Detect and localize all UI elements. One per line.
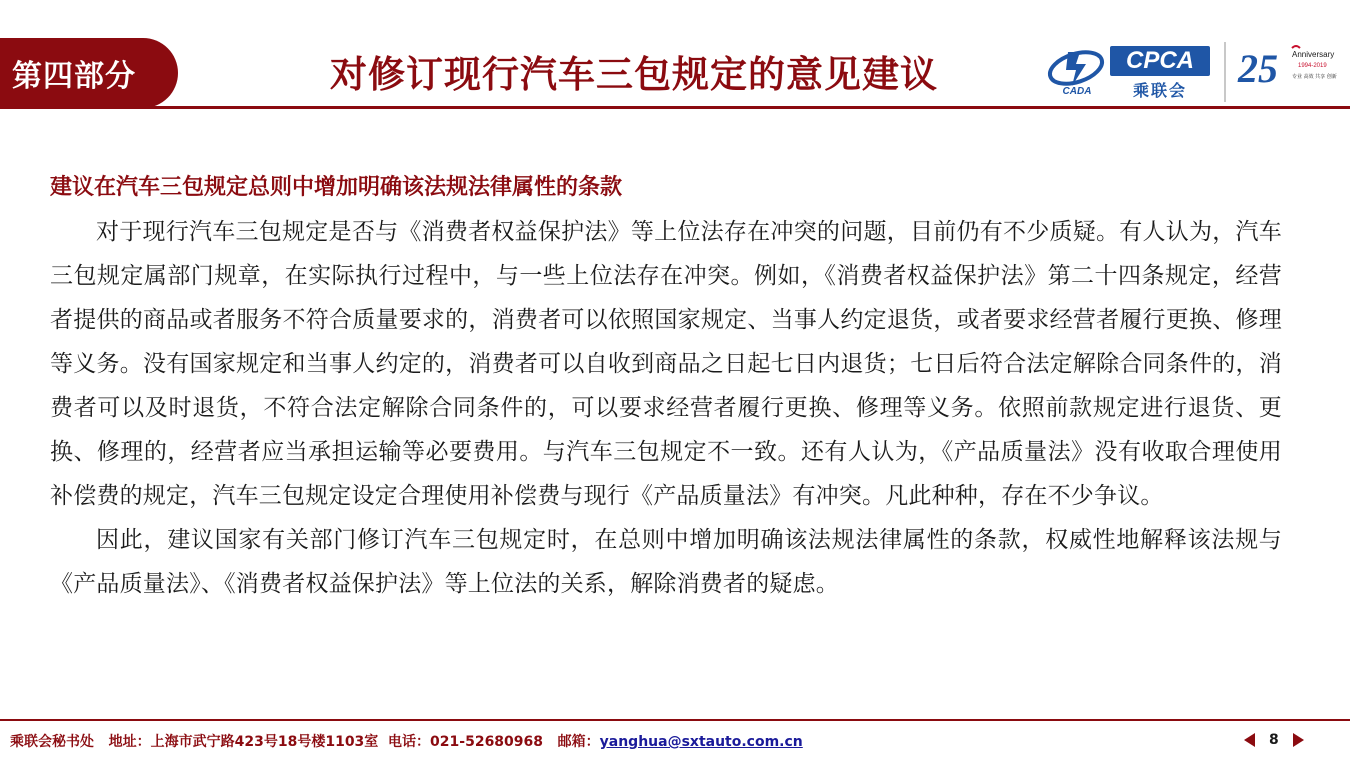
footer-address: 上海市武宁路423号18号楼1103室 [150,734,379,750]
footer-info [10,731,803,751]
cada-logo [1046,44,1108,96]
cpca-logo [1110,46,1210,100]
pager [1244,729,1304,751]
cpca-logo-subtext: 乘联会 [1132,81,1187,100]
footer-address-label: 地址： [108,734,151,750]
body-paragraph-2: 因此，建议国家有关部门修订汽车三包规定时，在总则中增加明确该法规法律属性的条款，权威性地解释该法规与《产品质量法》、《消费者权益保护法》等上位法的关系，解除消费者的疑虑。 [50,527,1282,597]
page-number: 8 [1269,732,1279,748]
section-tab [0,38,178,108]
cpca-logo-text: CPCA [1110,46,1210,76]
footer-email-link[interactable]: yanghua@sxtauto.com.cn [599,734,803,750]
slide-content [50,172,1282,606]
cada-logo-text: CADA [1062,86,1092,96]
previous-page-icon[interactable] [1244,733,1255,747]
header-divider [0,106,1350,109]
section-label: 第四部分 [12,59,136,94]
content-heading: 建议在汽车三包规定总则中增加明确该法规法律属性的条款 [50,175,623,200]
footer-phone: 021-52680968 [430,734,544,750]
body-paragraph-1: 对于现行汽车三包规定是否与《消费者权益保护法》等上位法存在冲突的问题，目前仍有不少质疑。有人认为，汽车三包规定属部门规章，在实际执行过程中，与一些上位法存在冲突。例如，《消费者权益保护法》第二十四条规定，经营者提供的商品或者服务不符合质量要求的，消费者可以依照国家规定、当事人约定退货，或者要求经营者履行更换、修理等义务。没有国家规定和当事人约定的，消费者可以自收到商品之日起七日内退货；七日后符合法定解除合同条件的，消费者可以及时退货，不符合法定解除合同条件的，可以要求经营者履行更换、修理等义务。依照前款规定进行退货、更换、修理的，经营者应当承担运输等必要费用。与汽车三包规定不一致。还有人认为，《产品质量法》没有收取合理使用补偿费的规定，汽车三包规定设定合理使用补偿费与现行《产品质量法》有冲突。凡此种种，存在不少争议。 [50,219,1282,509]
footer-email-label: 邮箱： [557,734,600,750]
logo-divider [1224,42,1226,102]
anniversary-years: 1994-2019 [1298,63,1327,69]
footer-phone-label: 电话： [388,734,431,750]
anniversary-number: 25 [1238,46,1278,91]
anniversary-tagline: 专业 高效 共享 创新 [1292,74,1337,80]
anniversary-word: Anniversary [1292,50,1335,59]
footer-divider [0,719,1350,721]
slide-header [0,0,1350,115]
next-page-icon[interactable] [1293,733,1304,747]
page-title: 对修订现行汽车三包规定的意见建议 [330,53,938,96]
anniversary-logo [1236,40,1344,98]
footer-org: 乘联会秘书处 [10,734,94,750]
